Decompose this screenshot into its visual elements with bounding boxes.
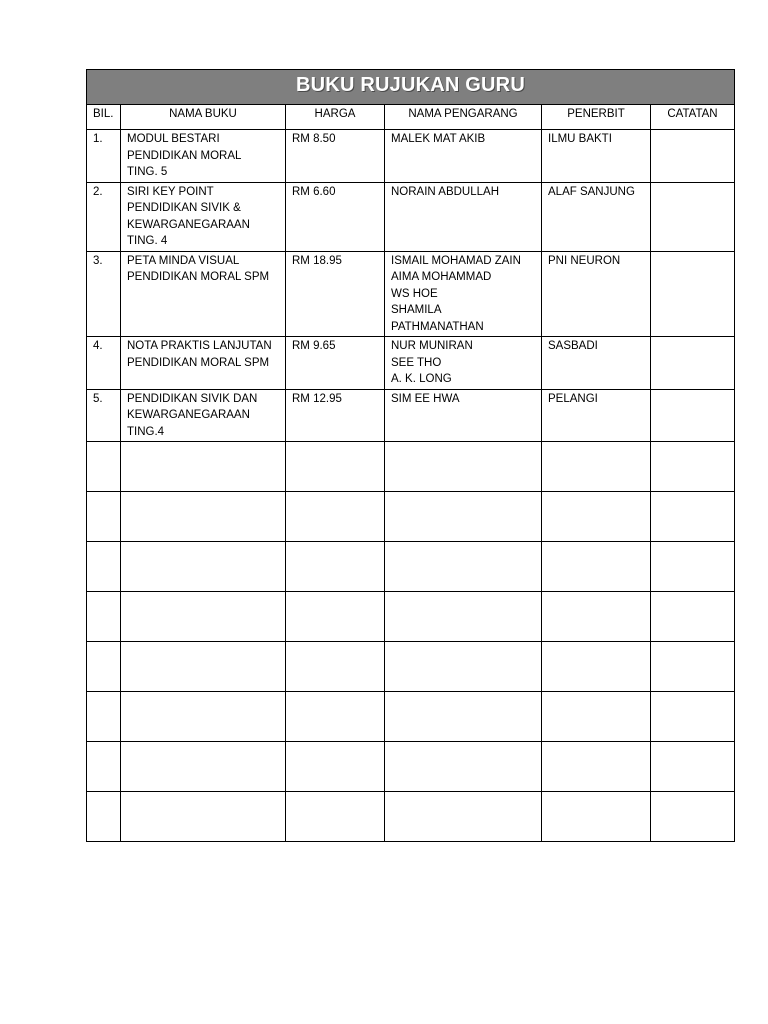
cell-nama-buku — [121, 182, 286, 251]
book-title-line: PENDIDIKAN MORAL — [127, 149, 242, 162]
empty-cell[interactable] — [542, 492, 651, 542]
cell-nama-buku — [121, 130, 286, 183]
book-title-line: PENDIDIKAN SIVIK & — [127, 202, 241, 214]
table-title: BUKU RUJUKAN GURU — [296, 74, 525, 97]
cell-penerbit: ILMU BAKTI — [542, 130, 651, 183]
empty-cell[interactable] — [121, 792, 286, 842]
table-row — [87, 182, 735, 251]
empty-cell[interactable] — [542, 642, 651, 692]
empty-cell[interactable] — [542, 692, 651, 742]
empty-cell[interactable] — [121, 642, 286, 692]
empty-cell[interactable] — [87, 642, 121, 692]
cell-catatan — [651, 251, 735, 337]
author-line: AIMA MOHAMMAD — [391, 271, 492, 283]
empty-cell[interactable] — [87, 542, 121, 592]
empty-cell[interactable] — [87, 742, 121, 792]
empty-cell[interactable] — [651, 692, 735, 742]
table-row — [87, 251, 735, 337]
cell-bil: 2. — [87, 182, 121, 251]
cell-penerbit: SASBADI — [542, 337, 651, 390]
empty-cell[interactable] — [542, 742, 651, 792]
empty-cell[interactable] — [385, 642, 542, 692]
empty-table-row — [87, 792, 735, 842]
empty-cell[interactable] — [651, 642, 735, 692]
table-row — [87, 389, 735, 442]
book-title-line: TING. 5 — [127, 166, 168, 178]
author-line: SIM EE HWA — [391, 392, 460, 405]
cell-nama-pengarang — [385, 389, 542, 442]
empty-cell[interactable] — [286, 542, 385, 592]
empty-cell[interactable] — [121, 742, 286, 792]
column-header-nama-buku: NAMA BUKU — [121, 105, 286, 130]
empty-table-row — [87, 442, 735, 492]
empty-cell[interactable] — [651, 442, 735, 492]
cell-catatan — [651, 337, 735, 390]
empty-cell[interactable] — [286, 592, 385, 642]
column-header-harga: HARGA — [286, 105, 385, 130]
empty-cell[interactable] — [651, 742, 735, 792]
empty-table-row — [87, 642, 735, 692]
empty-table-row — [87, 742, 735, 792]
empty-cell[interactable] — [87, 592, 121, 642]
book-title-line: NOTA PRAKTIS LANJUTAN — [127, 340, 272, 352]
empty-cell[interactable] — [651, 792, 735, 842]
cell-harga: RM 6.60 — [286, 182, 385, 251]
empty-cell[interactable] — [121, 692, 286, 742]
empty-cell[interactable] — [87, 442, 121, 492]
empty-cell[interactable] — [385, 692, 542, 742]
cell-harga: RM 8.50 — [286, 130, 385, 183]
empty-cell[interactable] — [87, 492, 121, 542]
empty-cell[interactable] — [385, 542, 542, 592]
empty-cell[interactable] — [651, 592, 735, 642]
empty-cell[interactable] — [87, 692, 121, 742]
author-line: NORAIN ABDULLAH — [391, 185, 500, 198]
empty-table-row — [87, 492, 735, 542]
book-title-line: TING. 4 — [127, 235, 168, 247]
book-title-line: SIRI KEY POINT — [127, 185, 214, 198]
empty-cell[interactable] — [651, 492, 735, 542]
empty-table-row — [87, 542, 735, 592]
cell-catatan — [651, 130, 735, 183]
empty-table-row — [87, 592, 735, 642]
author-line: SHAMILA — [391, 304, 442, 316]
column-header-bil: BIL. — [87, 105, 121, 130]
cell-bil: 1. — [87, 130, 121, 183]
cell-nama-pengarang — [385, 130, 542, 183]
column-header-nama-pengarang: NAMA PENGARANG — [385, 105, 542, 130]
cell-penerbit: PNI NEURON — [542, 251, 651, 337]
table-body — [87, 130, 735, 842]
column-header-catatan: CATATAN — [651, 105, 735, 130]
author-line: WS HOE — [391, 287, 438, 300]
empty-cell[interactable] — [286, 642, 385, 692]
cell-nama-buku — [121, 389, 286, 442]
book-title-line: PENDIDIKAN MORAL SPM — [127, 271, 270, 283]
cell-harga: RM 18.95 — [286, 251, 385, 337]
cell-penerbit: ALAF SANJUNG — [542, 182, 651, 251]
empty-cell[interactable] — [286, 692, 385, 742]
cell-nama-pengarang — [385, 182, 542, 251]
empty-cell[interactable] — [286, 742, 385, 792]
empty-cell[interactable] — [542, 792, 651, 842]
book-title-line: PENDIDIKAN MORAL SPM — [127, 356, 270, 369]
empty-cell[interactable] — [385, 492, 542, 542]
author-line: A. K. LONG — [391, 373, 452, 385]
book-title-line: KEWARGANEGARAAN — [127, 409, 250, 421]
author-line: NUR MUNIRAN — [391, 340, 473, 352]
empty-cell[interactable] — [121, 542, 286, 592]
author-line: ISMAIL MOHAMAD ZAIN — [391, 254, 521, 267]
empty-cell[interactable] — [121, 592, 286, 642]
table-row — [87, 337, 735, 390]
cell-bil: 3. — [87, 251, 121, 337]
cell-bil: 4. — [87, 337, 121, 390]
book-title-line: TING.4 — [127, 425, 165, 438]
author-line: MALEK MAT AKIB — [391, 133, 486, 145]
author-line: PATHMANATHAN — [391, 320, 484, 333]
cell-catatan — [651, 182, 735, 251]
empty-cell[interactable] — [542, 592, 651, 642]
empty-cell[interactable] — [385, 792, 542, 842]
column-header-penerbit: PENERBIT — [542, 105, 651, 130]
author-line: SEE THO — [391, 356, 442, 369]
book-title-line: PENDIDIKAN SIVIK DAN — [127, 392, 258, 405]
empty-cell[interactable] — [651, 542, 735, 592]
cell-harga: RM 12.95 — [286, 389, 385, 442]
table-title-cell — [87, 70, 735, 105]
empty-cell[interactable] — [87, 792, 121, 842]
reference-books-sheet — [86, 69, 734, 842]
book-title-line: MODUL BESTARI — [127, 133, 220, 145]
empty-cell[interactable] — [385, 742, 542, 792]
empty-cell[interactable] — [121, 492, 286, 542]
cell-nama-pengarang — [385, 251, 542, 337]
cell-nama-buku — [121, 337, 286, 390]
cell-catatan — [651, 389, 735, 442]
cell-bil: 5. — [87, 389, 121, 442]
empty-cell[interactable] — [385, 592, 542, 642]
empty-cell[interactable] — [286, 792, 385, 842]
empty-cell[interactable] — [542, 442, 651, 492]
empty-table-row — [87, 692, 735, 742]
cell-penerbit: PELANGI — [542, 389, 651, 442]
cell-nama-pengarang — [385, 337, 542, 390]
empty-cell[interactable] — [286, 442, 385, 492]
table-row — [87, 130, 735, 183]
book-title-line: KEWARGANEGARAAN — [127, 218, 250, 231]
empty-cell[interactable] — [286, 492, 385, 542]
cell-nama-buku — [121, 251, 286, 337]
empty-cell[interactable] — [385, 442, 542, 492]
reference-books-table — [86, 69, 735, 842]
column-header-row — [87, 105, 735, 130]
empty-cell[interactable] — [121, 442, 286, 492]
empty-cell[interactable] — [542, 542, 651, 592]
cell-harga: RM 9.65 — [286, 337, 385, 390]
book-title-line: PETA MINDA VISUAL — [127, 254, 240, 267]
